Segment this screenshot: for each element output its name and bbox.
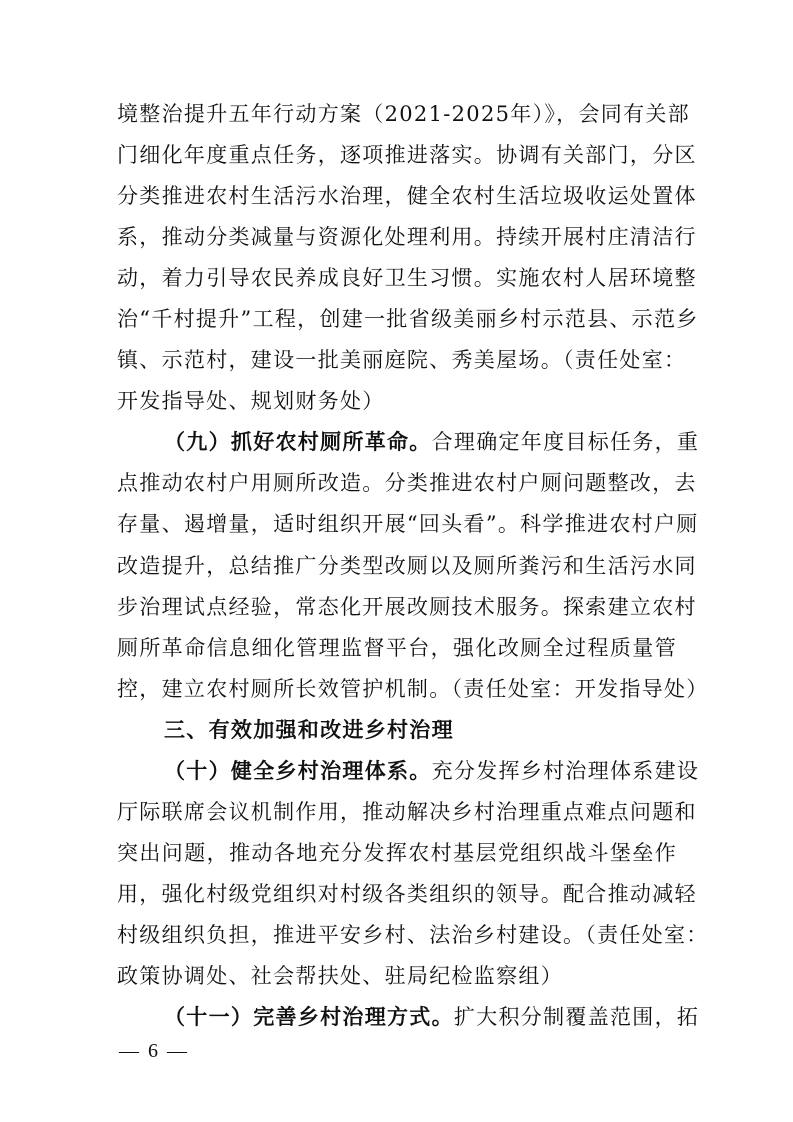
item-10-first-line bbox=[164, 754, 700, 788]
body-text-line: 门细化年度重点任务，逐项推进落实。协调有关部门，分区 bbox=[117, 143, 697, 168]
body-text-line: 用，强化村级党组织对村级各类组织的领导。配合推动减轻 bbox=[117, 881, 697, 906]
body-text-line: 村级组织负担，推进平安乡村、法治乡村建设。（责任处室： bbox=[117, 922, 709, 947]
body-text-line: 步治理试点经验，常态化开展改厕技术服务。探索建立农村 bbox=[117, 594, 697, 619]
body-text-line: 厅际联席会议机制作用，推动解决乡村治理重点难点问题和 bbox=[117, 799, 697, 824]
body-text-line: 境整治提升五年行动方案（2021-2025年）》，会同有关部 bbox=[117, 102, 690, 126]
body-text-line: 改造提升，总结推广分类型改厕以及厕所粪污和生活污水同 bbox=[117, 553, 697, 578]
item-9-heading: （九）抓好农村厕所革命。 bbox=[164, 430, 432, 455]
body-text-line: 镇、示范村，建设一批美丽庭院、秀美屋场。（责任处室： bbox=[117, 348, 687, 373]
item-9-first-line bbox=[164, 425, 700, 459]
item-10-heading: （十）健全乡村治理体系。 bbox=[164, 758, 432, 783]
item-10-first-line-text: 充分发挥乡村治理体系建设 bbox=[431, 758, 700, 783]
body-text-line: 治“千村提升”工程，创建一批省级美丽乡村示范县、示范乡 bbox=[117, 307, 699, 332]
item-11-heading: （十一）完善乡村治理方式。 bbox=[164, 1005, 454, 1029]
section-3-title: 三、有效加强和改进乡村治理 bbox=[164, 717, 454, 742]
body-text-line: 政策协调处、社会帮扶处、驻局纪检监察组） bbox=[117, 963, 563, 988]
body-text-line: 动，着力引导农民养成良好卫生习惯。实施农村人居环境整 bbox=[117, 266, 697, 291]
body-text-line: 控，建立农村厕所长效管护机制。（责任处室：开发指导处） bbox=[117, 676, 709, 701]
body-text-line: 突出问题，推动各地充分发挥农村基层党组织战斗堡垒作 bbox=[117, 840, 677, 865]
body-text-line: 系，推动分类减量与资源化处理利用。持续开展村庄清洁行 bbox=[117, 225, 697, 250]
item-11-first-line bbox=[164, 1000, 700, 1034]
body-text-line: 厕所革命信息细化管理监督平台，强化改厕全过程质量管 bbox=[117, 635, 677, 660]
body-text-line: 点推动农村户用厕所改造。分类推进农村户厕问题整改，去 bbox=[117, 471, 697, 496]
item-9-first-line-text: 合理确定年度目标任务，重 bbox=[431, 430, 700, 455]
item-11-first-line-text: 扩大积分制覆盖范围，拓 bbox=[453, 1005, 700, 1029]
body-text-line: 开发指导处、规划财务处） bbox=[117, 389, 385, 414]
body-text-line: 存量、遏增量，适时组织开展“回头看”。科学推进农村户厕 bbox=[117, 512, 699, 537]
body-text-line: 分类推进农村生活污水治理，健全农村生活垃圾收运处置体 bbox=[117, 184, 697, 209]
page-number: — 6 — bbox=[119, 1040, 189, 1062]
